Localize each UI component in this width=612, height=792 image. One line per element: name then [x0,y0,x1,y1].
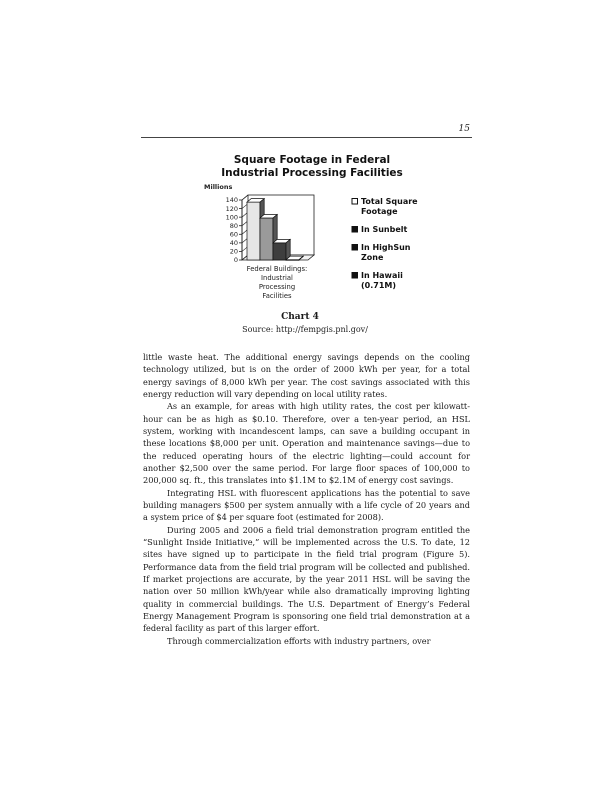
body-paragraph: During 2005 and 2006 a field trial demonstration program entitled the “Sunlight Inside Initiative,” will be implemented across the U.S. To date, 12 sites have signed up to participate in the field trial program (Figure 5). Performance data from the field trial program will be collected and published. If market projections are accurate, by the year 2011 HSL will be saving the nation over 50 million kWh/year while also dramatically improving lighting quality in commercial buildings. The U.S. Department of Energy’s Federal Energy Management Program is sponsoring one field trial demonstration at a federal facility as part of this larger effort. [143,524,470,634]
y-tick-label: 60 [229,230,238,239]
bar-front [260,218,273,260]
chart-legend [352,197,418,290]
legend-marker [352,199,358,205]
y-tick-label: 0 [233,256,238,265]
bar [273,239,290,260]
y-tick-label: 120 [225,204,238,213]
body-paragraph: As an example, for areas with high utility rates, the cost per kilowatt-hour can be as high as $0.10. Therefore, over a ten-year period, an HSL system, working with incandescent lamps, can save a building occupant in these locations $8,000 per unit. Operation and maintenance savings—due to the reduced operating hours of the electric lighting—could account for another $2,500 over the same period. For large floor spaces of 100,000 to 200,000 sq. ft., this translates into $1.1M to $2.1M of energy cost savings. [143,401,470,486]
x-axis-category-label [247,265,308,300]
y-tick-label: 40 [229,239,238,248]
y-tick-label: 20 [229,247,238,256]
legend-label: Footage [361,207,398,216]
x-tick-label: Processing [258,283,296,291]
legend-label: (0.71M) [361,281,397,290]
bar-front [273,243,286,260]
header-rule [141,137,472,138]
x-tick-label: Industrial [261,274,293,282]
legend-label: In Sunbelt [361,225,408,234]
legend-marker [352,273,358,279]
chart-title [200,154,424,180]
page-number: 15 [458,124,470,134]
bar-front [247,202,260,260]
chart-source: Source: http://fempgis.pnl.gov/ [242,325,368,334]
legend-label: In Hawaii [361,271,403,280]
legend-marker [352,245,358,251]
legend-label: Total Square [361,197,418,206]
chart-title-line-1: Square Footage in Federal [233,154,391,166]
chart-title-line-2: Industrial Processing Facilities [221,167,403,179]
y-axis-ticks [226,195,248,264]
y-tick-label: 100 [225,213,238,222]
body-paragraph: Through commercialization efforts with industry partners, over [167,635,431,646]
legend-marker [352,227,358,233]
x-tick-label: Facilities [262,292,292,300]
y-tick-depth [242,195,248,200]
body-paragraph: little waste heat. The additional energy savings depends on the cooling technology utilized, but is on the order of 2000 kWh per year, for a total energy savings of 8,000 kWh per year. The cost savings associated with this energy reduction will vary depending on local utility rates. [143,352,470,399]
y-axis-label: Millions [204,183,233,191]
chart-caption: Chart 4 [281,312,319,322]
bar-chart [200,180,430,310]
legend-label: Zone [361,253,384,262]
legend-label: In HighSun [361,243,411,252]
y-tick-label: 140 [225,196,238,205]
body-paragraph: Integrating HSL with fluorescent applications has the potential to save building managers $500 per system annually with a life cycle of 20 years and a system price of $4 per square foot (estimated for 2008). [143,487,470,523]
y-tick-label: 80 [229,221,238,230]
x-tick-label: Federal Buildings: [246,265,308,273]
body-text [143,351,470,647]
